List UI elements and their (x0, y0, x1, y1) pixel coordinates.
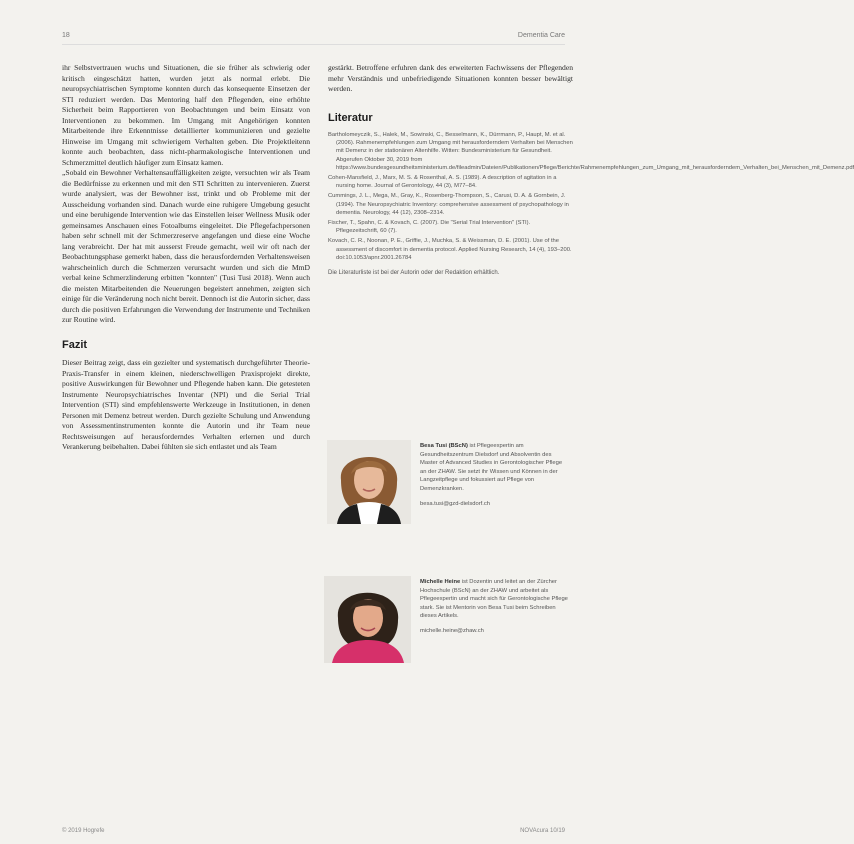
footer-issue: NOVAcura 10/19 (520, 828, 565, 834)
reference-item: Cohen-Mansfield, J., Marx, M. S. & Rosenthal, A. S. (1989). A description of agitation in a nursing home. Journal of Gerontology, 44 (3), M77–84. (328, 175, 557, 190)
section-title: Dementia Care (517, 32, 565, 39)
body-paragraph: gestärkt. Betroffene erfuhren dank des erweiterten Fachwissens der Pflegenden mehr Verständnis und unbefriedigende Situationen konnten besser bewältigt werden. (328, 63, 573, 93)
reference-item: Cummings, J. L., Mega, M., Gray, K., Rosenberg-Thompson, S., Carusi, D. A. & Gornbein, J. (1994). The Neuropsychiatric Inventory: comprehensive assessment of psychopathology in dementia. Neurology, 44 (12), 2308–2314. (328, 193, 569, 216)
header-divider (62, 44, 565, 45)
footer-copyright: © 2019 Hogrefe (62, 828, 105, 834)
reference-item: Kovach, C. R., Noonan, P. E., Griffie, J., Muchka, S. & Weissman, D. E. (2001). Use of the assessment of discomfort in dementia protocol. Applied Nursing Research, 14 (4), 193–200. doi:10.1053/apnr.2001.26784 (328, 238, 572, 261)
author-name: Besa Tusi (BScN) (420, 443, 468, 449)
author-email[interactable]: michelle.heine@zhaw.ch (420, 627, 484, 634)
author-email[interactable]: besa.tusi@gzd-dielsdorf.ch (420, 500, 491, 507)
left-column (62, 63, 310, 453)
page-header (62, 30, 565, 44)
reference-item: Bartholomeyczik, S., Halek, M., Sowinski, C., Besselmann, K., Dürrmann, P., Haupt, M. et al. (2006). Rahmenempfehlungen zum Umgang mit herausforderndem Verhalten bei Menschen mit Demenz in der stationären Altenhilfe. Witten: Bundesministerium für Gesundheit. Abgerufen Oktober 30, 2019 from https://www.bundesgesundheitsministerium.de/fileadmin/Dateien/Publikationen/Pflege/Berichte/Rahmenempfehlungen_zum_Umgang_mit_herausforderndem_Verhalten_bei_Menschen_mit_Demenz.pdf (328, 132, 854, 171)
right-column (328, 63, 854, 279)
author-name: Michelle Heine (420, 579, 461, 585)
page-number: 18 (62, 32, 70, 39)
reference-list (328, 131, 854, 262)
author-photo-michelle-heine (324, 576, 411, 663)
author-description: ist Pflegeexpertin am Gesundheitszentrum Dielsdorf und Absolventin des Master of Advanced Studies in Gerontologischer Pflege an der ZHAW. Sie setzt ihr Wissen und Können in der Langzeitpflege und fokussiert auf Pflege von Demenzkranken. (420, 443, 563, 492)
references-note: Die Literaturliste ist bei der Autorin oder der Redaktion erhältlich. (328, 270, 500, 277)
author-description: ist Dozentin und leitet an der Zürcher Hochschule (BScN) an der ZHAW und arbeitet als Pflegeexpertin und macht sich für Gerontologische Pflege stark. Sie ist Mentorin von Besa Tusi beim Schreiben dieses Artikels. (420, 579, 568, 620)
fazit-text: Dieser Beitrag zeigt, dass ein gezielter und systematisch durchgeführter Theorie-Praxis-Transfer in einem kleinen, niederschwelligen Praxisprojekt direkte, positive Auswirkungen für Bewohner und Pflegende haben kann. Die getesteten Instrumente Neuropsychiatrisches Inventar (NPI) und die Serial Trial Intervention (STI) sind empfehlenswerte Werkzeuge in Institutionen, in denen Personen mit Demenz betreut werden. Durch gezielte Schulung und Anwendung von Assessmentinstrumenten konnte die Autorin und ihr Team neue Rechtsweisungen auf herausforderndes Verhalten erlernen und durch Verankerung beibehalten. Dabei fühlten sie sich entlastet und als Team (62, 358, 310, 451)
author-bio-besa-tusi (420, 442, 570, 508)
author-photo-besa-tusi (327, 440, 411, 524)
body-paragraph: ihr Selbstvertrauen wuchs und Situationen, die sie früher als schwierig oder kritisch eingeschätzt hatten, wurden jetzt als normal erlebt. Die neuropsychiatrischen Symptome konnten durch das konsequente Einsetzen der STI reduziert werden. Das Mentoring half den Pflegenden, eine erhöhte Sicherheit beim Rapportieren von Beobachtungen und beim Einsatz von Interventionen zu bekommen. Im Umgang mit Angehörigen konnten Mitarbeitende ihre Erkenntnisse detaillierter kommunizieren und gezielte Hinweise im Umgang mit schwierigem Verhalten geben. Die Projektleitenn konnte auch beobachten, dass nicht-pharmakologische Interventionen und Schmerzmittel deutlich häufiger zum Einsatz kamen. (62, 63, 310, 167)
literatur-heading: Literatur (328, 111, 373, 124)
reference-item: Fischer, T., Spahn, C. & Kovach, C. (2007). Die "Serial Trial Intervention" (STI). Pflegezeitschrift, 60 (7). (328, 220, 531, 235)
fazit-heading: Fazit (62, 338, 88, 351)
body-paragraph: „Sobald ein Bewohner Verhaltensauffälligkeiten zeigte, versuchten wir als Team die Bedürfnisse zu erkennen und mit den STI Schritten zu intervenieren. Zuerst wurde analysiert, was der Bewohner isst, trinkt und ob Probleme mit der Ausscheidung vorhanden sind. Danach wurde eine ruhigere Umgebung gesucht und eine beruhigende Intervention wie das Einstellen leiser Wellness Musik oder gemeinsames Anschauen eines Fotoalbums eingeleitet. Die Pflegefachpersonen haben sehr schnell mit der Schmerzreserve angefangen und diese eine Woche lang verabreicht. Der hat mit ausserst Freude gemacht, weil wir oft nach der Beobachtungsphase gemerkt haben, dass die herausfordernden Verhaltensweisen wahrscheinlich durch die Schmerzen verursacht wurden und sich die MmD verbal keine Schmerzlinderung erbitten "konnten" (Tusi Tusi 2018). Wenn auch die meisten Mitarbeitenden die Neuerungen begeistert annehmen, zeigten sich einige für die Veränderung noch nicht bereit. Dennoch ist die Autorin sicher, dass durch die positiven Erfahrungen die Verwendung der Instrumente und Techniken zur Routine wird. (62, 168, 310, 324)
author-bio-michelle-heine (420, 578, 570, 636)
